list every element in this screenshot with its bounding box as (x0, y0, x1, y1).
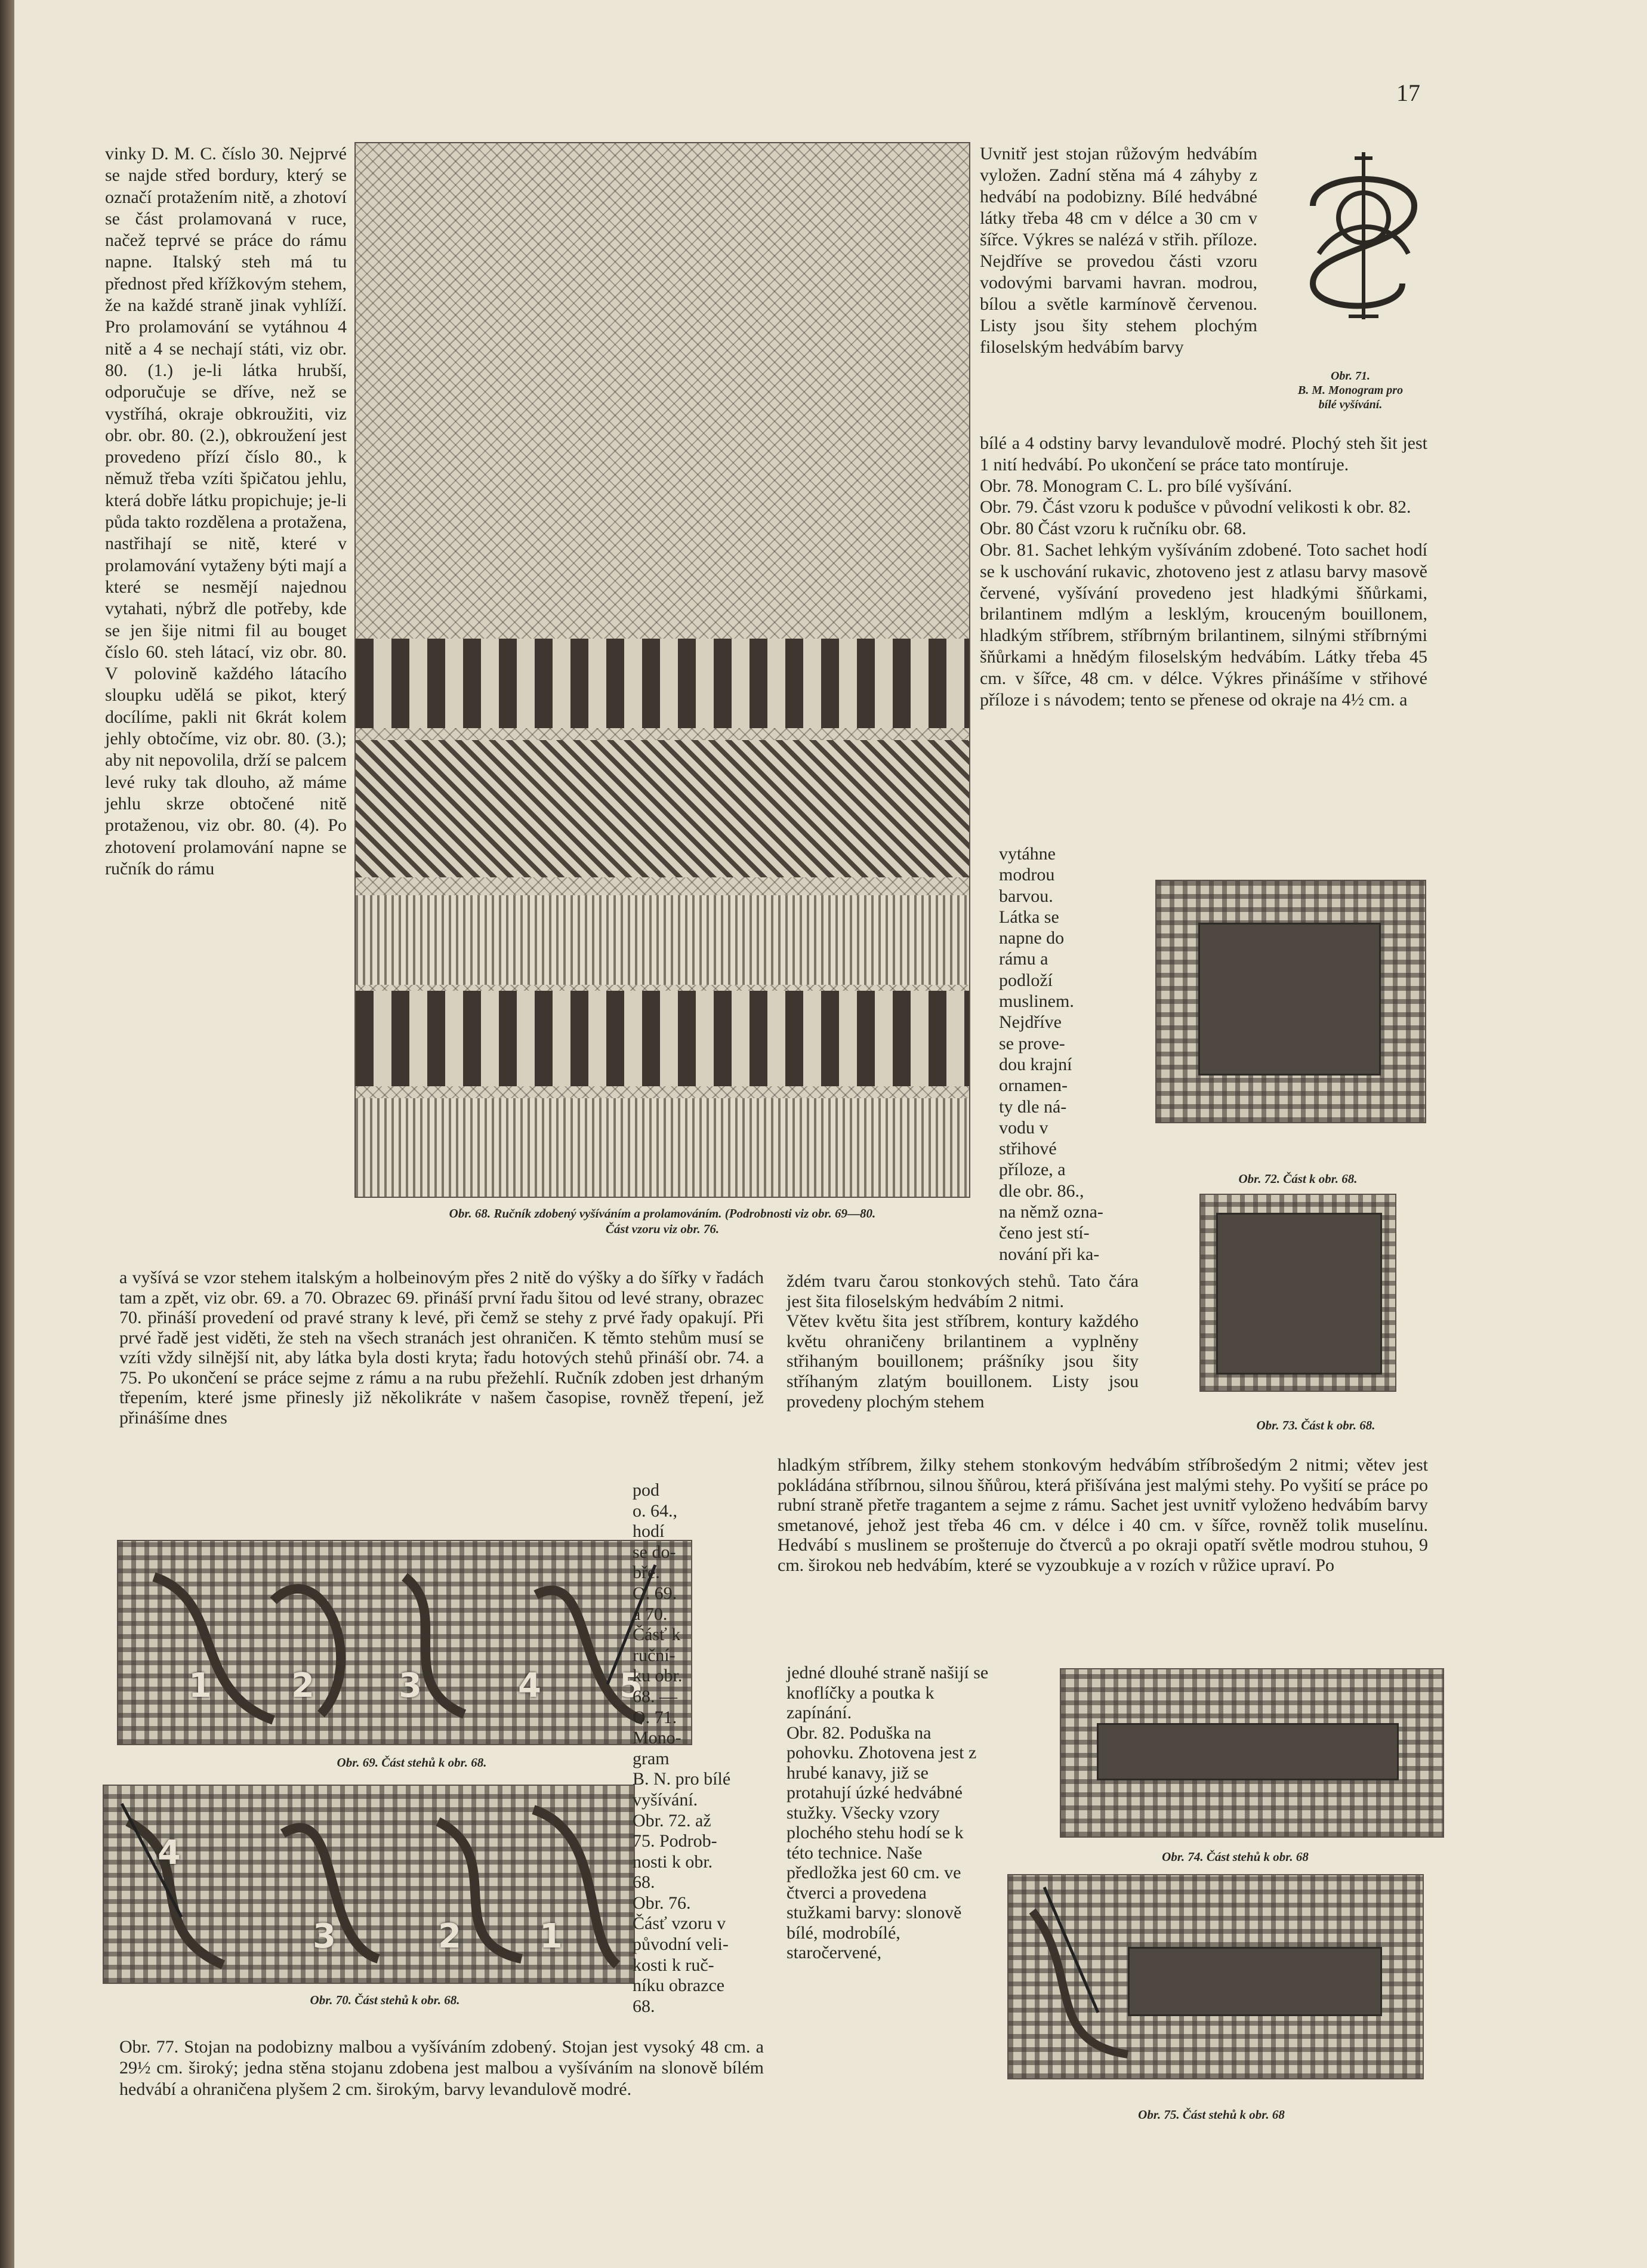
towel-border-band (356, 639, 969, 728)
stitch-number-4: 4 (158, 1833, 181, 1872)
text-col2-after: ždém tvaru čarou stonkových stehů. Tato čára jest šita filoselským hedvábím 2 nitmi. Větev květu šita jest stříbrem, kontury každého květu ohraničeny brilantinem a vyplněny střihaným bouillonem; prášníky jsou šity stříhaným zlatým bouillonem. Listy jsou provedeny plochým stehem (787, 1271, 1139, 1412)
towel-lower-band (356, 991, 969, 1086)
caption-obr73: Obr. 73. Část k obr. 68. (1256, 1418, 1375, 1432)
figure-74-detail (1060, 1668, 1444, 1838)
caption-obr70: Obr. 70. Část stehů k obr. 68. (310, 1993, 460, 2007)
text-col2-wide: hladkým stříbrem, žilky stehem stonkovým hedvábím stříbrošedým 2 nitmi; větev jest pokládána stříbrnou, silnou šňůrou, která přišívána jest malými stehy. Po vyšití se práce po rubní straně přetře tragantem a sejme z rámu. Sachet jest uvnitř vyloženo hedvábím barvy smetanové, jehož jest třeba 46 cm. v délce i 40 cm. v šířce, rovněž tolik muselínu. Hedvábí s muslinem se prošteпuje do čtverců a po okraji opatří světle modrou stuhou, 9 cm. širokou neb hedvábím, které se vyzoubkuje a v rozích v růžice upraví. Po (778, 1455, 1428, 1575)
figure-74-stitched-band (1097, 1723, 1399, 1780)
figure-72-detail (1155, 880, 1426, 1123)
towel-pattern-band (356, 740, 969, 877)
stitch-number-1: 1 (189, 1666, 212, 1705)
stitch-number-3: 3 (399, 1666, 422, 1705)
text-col1-side: pod o. 64., hodí se do- bře. O. 69. a 70. Čásť k ruční- ku obr. 68. — O. 71. Mono- gram B. N. pro bílé vyšívání. Obr. 72. až 75. Podrob- nosti k obr. 68. Obr. 76. Čásť vzoru v původní veli- kosti k ruč- níku obrazce 68. (633, 1480, 731, 2016)
figure-73-detail (1199, 1194, 1396, 1392)
stitch-number-4: 4 (518, 1666, 541, 1705)
figure-68-towel (354, 142, 970, 1198)
stitch-number-5: 5 (619, 1666, 643, 1705)
stitch-number-1: 1 (539, 1917, 563, 1956)
caption-obr69: Obr. 69. Část stehů k obr. 68. (337, 1755, 487, 1770)
figure-72-stitched-patch (1198, 923, 1381, 1076)
figure-73-stitched-patch (1216, 1213, 1382, 1375)
caption-obr68: Obr. 68. Ručník zdobený vyšíváním a prolamováním. (Podrobnosti viz obr. 69—80. Část vzoru viz obr. 76. (449, 1206, 876, 1236)
stitch-number-2: 2 (291, 1666, 314, 1705)
caption-obr72: Obr. 72. Část k obr. 68. (1238, 1172, 1358, 1186)
text-col2-top: Uvnitř jest stojan růžovým hedvábím vyložen. Zadní stěna má 4 záhyby z hedvábí na podobizny. Bílé hedvábné látky třeba 48 cm v délce a 30 cm v šířce. Výkres se nalézá v střih. příloze. Nejdříve se provedou části vzoru vodovými barvami havran. modrou, bílou a světle karmínově červenou. Listy jsou šity stehem plochým filoselským hedvábím barvy (980, 144, 1257, 357)
text-col1-wide: a vyšívá se vzor stehem italským a holbeinovým přes 2 nitě do výšky a do šířky v řadách tam a zpět, viz obr. 69. a 70. Obrazec 69. přináší první řadu šitou od levé strany, obrazec 70. přináší provedení od pravé strany k levé, při čemž se stehy z prvé řady opakují. Při prvé řadě jest viděti, že steh na všech stranách jest ohraničen. K těmto stehům musí se vzíti vždy silnější nit, aby látka byla dosti kryta; řadu hotových stehů přináší obr. 74. a 75. Po ukončení se práce sejme z rámu a na rubu přežehlí. Ručník zdoben jest drhaným třepením, které jsme přinesly již několikráte v našem časopise, rovněž třepení, jež přinášíme dnes (119, 1268, 764, 1428)
text-col1-bottom: Obr. 77. Stojan na podobizny malbou a vyšíváním zdobený. Stojan jest vysoký 48 cm. a 29½ cm. široký; jedna stěna stojanu zdobena jest malbou a vyšíváním na slonově bílém hedvábí a ohraničena plyšem 2 cm. širokým, barvy levandulově modré. (119, 2037, 764, 2099)
text-col2-last: jedné dlouhé straně našijí se knoflíčky a poutka k zapínání. Obr. 82. Poduška na pohovku. Zhotovena jest z hrubé kanavy, již se protahují úzké hedvábné stužky. Všecky vzory plochého stehu hodí se k této technice. Naše předložka jest 60 cm. ve čtverci a provedena stužkami barvy: slonově bílé, modrobílé, staročervené, (787, 1663, 989, 1962)
book-gutter (0, 0, 14, 2268)
stitch-number-2: 2 (438, 1917, 461, 1956)
towel-fringe-top (356, 895, 969, 985)
page-number: 17 (1396, 79, 1420, 106)
stitch-number-3: 3 (313, 1917, 336, 1956)
figure-75-stitched-band (1128, 1947, 1382, 2016)
caption-obr75: Obr. 75. Část stehů k obr. 68 (1138, 2107, 1285, 2122)
text-col1-top: vinky D. M. C. číslo 30. Nejprvé se najde střed bordury, který se označí protažením nitě, a zhotoví se část prolamovaná v ruce, načež teprvé se práce do rámu napne. Italský steh má tu přednost před křížkovým stehem, že na každé straně jinak vyhlíží. Pro prolamování se vytáhnou 4 nitě a 4 se nechají státi, viz obr. 80. (1.) je-li látka hrubší, odporučuje se dříve, než se vystříhá, okraje obkroužiti, viz obr. obr. 80. (2.), obkroužení jest provedeno přízí číslo 80., k němuž třeba vzíti špičatou jehlu, která dobře látku propichuje; je-li půda takto rozdělena a protažena, nastřihají se nitě, které v prolamování vytaženy býti mají a které se nesmějí najednou vytahati, nýbrž dle potřeby, kde se jen šije nitmi fil au bouget číslo 60. steh látací, viz obr. 80. V polovině každého látacího sloupku udělá se pikot, který docílíme, pakli nit 6krát kolem jehly obtočíme, viz obr. 80. (3.); aby nit nepovolila, drží se palcem levé ruky tak dlouho, až máme jehlu skrze obtočené nitě protaženou, viz obr. 80. (4). Po zhotovení prolamování napne se ručník do rámu (105, 144, 347, 879)
figure-69-needle-threads (118, 1541, 691, 1744)
caption-obr71: Obr. 71. B. M. Monogram pro bílé vyšívání. (1297, 369, 1404, 411)
figure-71-monogram (1295, 146, 1432, 325)
figure-75-detail (1007, 1874, 1424, 2079)
text-col2-narrow: vytáhne modrou barvou. Látka se napne do rámu a podloží muslinem. Nejdříve se prove- dou krajní ornamen- ty dle ná- vodu v střihové příloze, a dle obr. 86., na němž ozna- čeno jest stí- nování při ka- (999, 844, 1103, 1264)
figure-70-stitches (103, 1785, 635, 1984)
caption-obr74: Obr. 74. Část stehů k obr. 68 (1162, 1850, 1309, 1864)
figure-69-stitches (117, 1540, 692, 1745)
towel-fringe-bottom (356, 1098, 969, 1197)
text-col2-mid: bílé a 4 odstiny barvy levandulově modré. Plochý steh šit jest 1 nití hedvábí. Po ukončení se práce tato montíruje. Obr. 78. Monogram C. L. pro bílé vyšívání. Obr. 79. Část vzoru k podušce v původní velikosti k obr. 82. Obr. 80 Část vzoru k ručníku obr. 68. Obr. 81. Sachet lehkým vyšíváním zdobené. Toto sachet hodí se k uschování rukavic, zhotoveno jest z atlasu barvy masově červené, vyšívání provedeno jest hladkými šňůrkami, brilantinem mdlým a lesklým, krouceným bouillonem, hladkým stříbrem, stříbrným brilantinem, silnými stříbrnými šňůrkami a hnědým filoselským hedvábím. Látky třeba 45 cm. v šířce, 48 cm. v délce. Výkres přinášíme v střihové příloze i s návodem; tento se přenese od okraje na 4½ cm. a (980, 433, 1427, 710)
